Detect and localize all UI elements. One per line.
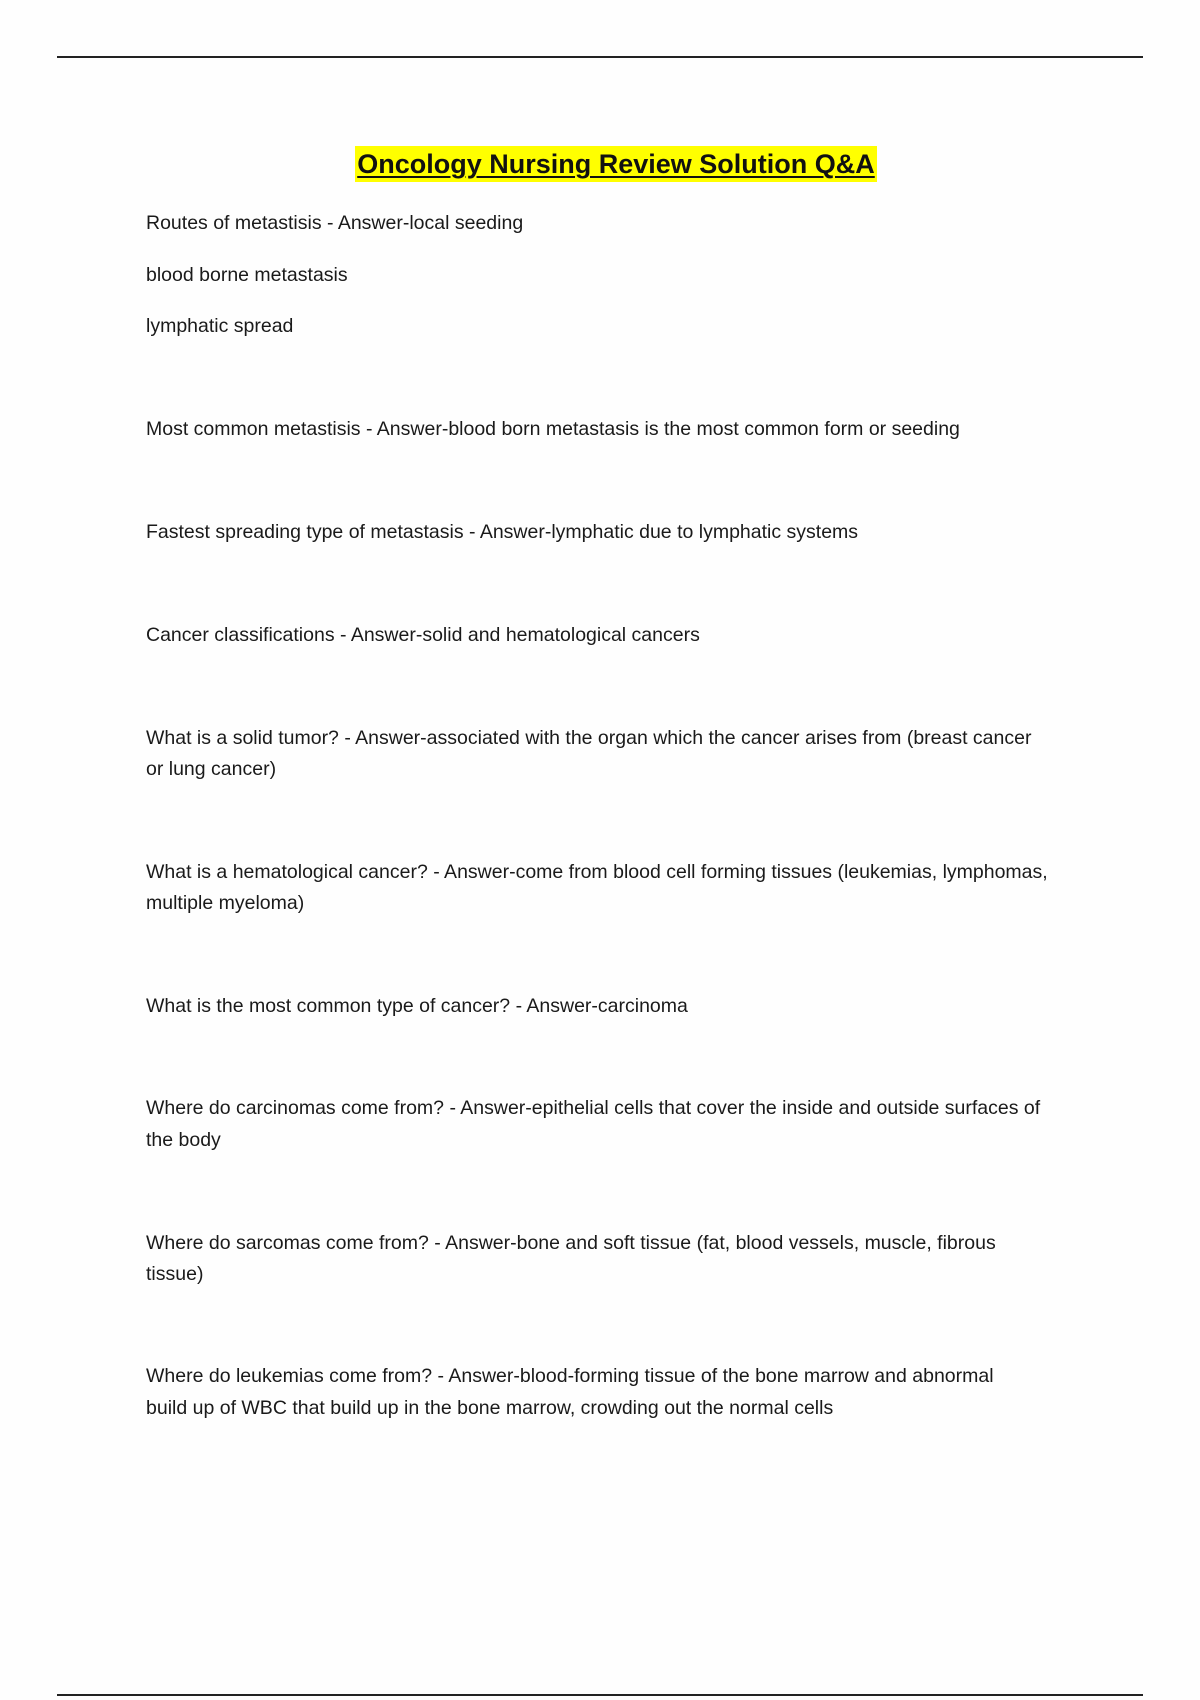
qa-line: Cancer classifications - Answer-solid and hematological cancers xyxy=(146,624,700,646)
qa-line: What is a solid tumor? - Answer-associated with the organ which the cancer arises from (breast cancer xyxy=(146,727,1032,749)
qa-line: blood borne metastasis xyxy=(146,264,348,286)
qa-line: multiple myeloma) xyxy=(146,892,305,914)
qa-line: Where do sarcomas come from? - Answer-bone and soft tissue (fat, blood vessels, muscle, fibrous xyxy=(146,1232,996,1254)
qa-line: Where do leukemias come from? - Answer-blood-forming tissue of the bone marrow and abnormal xyxy=(146,1365,994,1387)
qa-line: build up of WBC that build up in the bone marrow, crowding out the normal cells xyxy=(146,1397,834,1419)
qa-line: What is the most common type of cancer? - Answer-carcinoma xyxy=(146,995,688,1017)
qa-line: Routes of metastisis - Answer-local seeding xyxy=(146,212,524,234)
title-block xyxy=(0,146,1200,182)
footer-rule xyxy=(57,1694,1143,1696)
qa-line: Where do carcinomas come from? - Answer-epithelial cells that cover the inside and outside surfaces of xyxy=(146,1097,1041,1119)
qa-line: What is a hematological cancer? - Answer-come from blood cell forming tissues (leukemias, lymphomas, xyxy=(146,861,1048,883)
qa-line: Fastest spreading type of metastasis - Answer-lymphatic due to lymphatic systems xyxy=(146,521,859,543)
qa-line: tissue) xyxy=(146,1263,204,1285)
qa-line: lymphatic spread xyxy=(146,315,294,337)
qa-line: the body xyxy=(146,1129,221,1151)
qa-line: or lung cancer) xyxy=(146,758,277,780)
document-title: Oncology Nursing Review Solution Q&A xyxy=(355,146,877,182)
qa-line: Most common metastisis - Answer-blood born metastasis is the most common form or seeding xyxy=(146,418,960,440)
header-rule xyxy=(57,56,1143,58)
